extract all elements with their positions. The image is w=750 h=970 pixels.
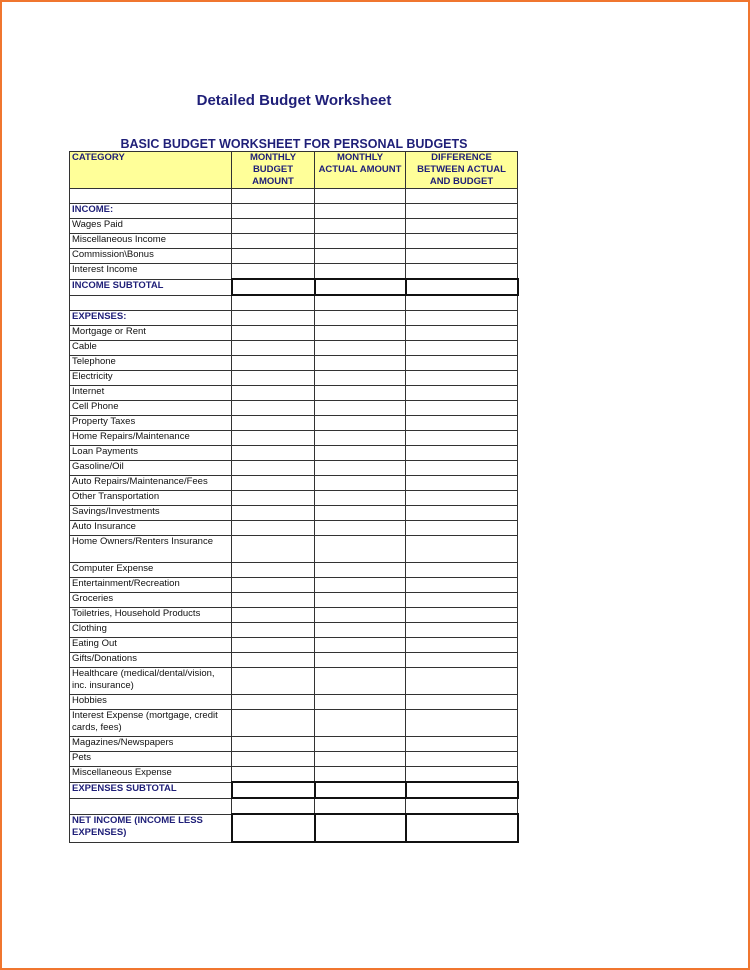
category-label: Interest Income [70,264,232,280]
income-subtotal-row [70,279,518,295]
actual-cell[interactable] [315,219,406,234]
section-row-expenses [70,311,518,326]
budget-cell[interactable] [232,371,315,386]
table-row [70,476,518,491]
budget-cell[interactable] [232,356,315,371]
actual-cell[interactable] [315,578,406,593]
table-row [70,593,518,608]
difference-cell[interactable] [406,638,518,653]
difference-cell[interactable] [406,491,518,506]
table-row [70,506,518,521]
actual-cell[interactable] [315,356,406,371]
budget-body [70,189,518,843]
actual-cell[interactable] [315,401,406,416]
expenses-subtotal-label: EXPENSES SUBTOTAL [70,782,232,798]
table-row [70,371,518,386]
actual-cell[interactable] [315,752,406,767]
budget-cell[interactable] [232,593,315,608]
difference-cell[interactable] [406,416,518,431]
category-label: Miscellaneous Income [70,234,232,249]
table-row [70,767,518,783]
actual-cell[interactable] [315,476,406,491]
table-row [70,521,518,536]
difference-cell[interactable] [406,326,518,341]
net-income-budget[interactable] [232,814,315,842]
difference-cell[interactable] [406,506,518,521]
difference-cell[interactable] [406,737,518,752]
difference-cell[interactable] [406,219,518,234]
category-label: Mortgage or Rent [70,326,232,341]
section-row-income [70,204,518,219]
budget-cell[interactable] [232,219,315,234]
table-row [70,491,518,506]
table-row [70,563,518,578]
table-row [70,638,518,653]
actual-cell[interactable] [315,371,406,386]
budget-cell[interactable] [232,563,315,578]
actual-cell[interactable] [315,767,406,783]
category-label: Savings/Investments [70,506,232,521]
budget-cell[interactable] [232,476,315,491]
category-label: Entertainment/Recreation [70,578,232,593]
expenses-subtotal-difference[interactable] [406,782,518,798]
difference-cell[interactable] [406,695,518,710]
actual-cell[interactable] [315,491,406,506]
category-label: Gasoline/Oil [70,461,232,476]
actual-cell[interactable] [315,386,406,401]
actual-cell[interactable] [315,521,406,536]
table-row [70,536,518,563]
value-cell[interactable] [232,311,315,326]
difference-cell[interactable] [406,356,518,371]
budget-cell[interactable] [232,608,315,623]
budget-cell[interactable] [232,264,315,280]
category-label: Gifts/Donations [70,653,232,668]
difference-cell[interactable] [406,521,518,536]
budget-cell[interactable] [232,695,315,710]
budget-cell[interactable] [232,536,315,563]
income-subtotal-actual[interactable] [315,279,406,295]
actual-cell[interactable] [315,593,406,608]
section-label-expenses: EXPENSES: [70,311,232,326]
difference-cell[interactable] [406,371,518,386]
table-row [70,710,518,737]
difference-cell[interactable] [406,653,518,668]
category-label: Clothing [70,623,232,638]
table-row [70,737,518,752]
category-label: Home Owners/Renters Insurance [70,536,232,563]
value-cell[interactable] [406,311,518,326]
category-label: Cable [70,341,232,356]
budget-cell[interactable] [232,638,315,653]
table-row [70,578,518,593]
difference-cell[interactable] [406,386,518,401]
budget-cell[interactable] [232,623,315,638]
category-label: Magazines/Newspapers [70,737,232,752]
budget-cell[interactable] [232,668,315,695]
actual-cell[interactable] [315,608,406,623]
expenses-subtotal-budget[interactable] [232,782,315,798]
table-row [70,249,518,264]
category-label: Cell Phone [70,401,232,416]
difference-cell[interactable] [406,401,518,416]
table-row [70,386,518,401]
actual-cell[interactable] [315,341,406,356]
expenses-subtotal-actual[interactable] [315,782,406,798]
difference-cell[interactable] [406,446,518,461]
net-income-row [70,814,518,842]
value-cell[interactable] [232,204,315,219]
actual-cell[interactable] [315,326,406,341]
actual-cell[interactable] [315,234,406,249]
page-title: Detailed Budget Worksheet [196,92,392,109]
table-row [70,341,518,356]
category-label: Computer Expense [70,563,232,578]
table-row [70,623,518,638]
table-row [70,608,518,623]
table-row [70,234,518,249]
difference-cell[interactable] [406,668,518,695]
table-row [70,668,518,695]
category-label: Wages Paid [70,219,232,234]
category-label: Commission\Bonus [70,249,232,264]
table-row [70,326,518,341]
budget-cell[interactable] [232,653,315,668]
actual-cell[interactable] [315,264,406,280]
net-income-difference[interactable] [406,814,518,842]
table-row [70,356,518,371]
budget-cell[interactable] [232,737,315,752]
budget-cell[interactable] [232,710,315,737]
difference-cell[interactable] [406,341,518,356]
value-cell[interactable] [315,311,406,326]
budget-cell[interactable] [232,386,315,401]
difference-cell[interactable] [406,264,518,280]
budget-cell[interactable] [232,326,315,341]
spacer-row [70,295,518,311]
difference-cell[interactable] [406,461,518,476]
budget-cell[interactable] [232,341,315,356]
category-label: Property Taxes [70,416,232,431]
category-label: Internet [70,386,232,401]
actual-cell[interactable] [315,668,406,695]
actual-cell[interactable] [315,506,406,521]
header-actual: MONTHLY ACTUAL AMOUNT [315,152,406,189]
table-row [70,416,518,431]
difference-cell[interactable] [406,234,518,249]
net-income-label: NET INCOME (INCOME LESS EXPENSES) [70,814,232,842]
actual-cell[interactable] [315,461,406,476]
budget-table [69,151,519,843]
category-label: Interest Expense (mortgage, credit cards, fees) [70,710,232,737]
budget-cell[interactable] [232,506,315,521]
difference-cell[interactable] [406,710,518,737]
difference-cell[interactable] [406,752,518,767]
budget-cell[interactable] [232,416,315,431]
category-label: Other Transportation [70,491,232,506]
category-label: Healthcare (medical/dental/vision, inc. insurance) [70,668,232,695]
header-row [70,152,518,189]
category-label: Telephone [70,356,232,371]
section-label-income: INCOME: [70,204,232,219]
actual-cell[interactable] [315,638,406,653]
difference-cell[interactable] [406,623,518,638]
table-row [70,264,518,280]
table-row [70,446,518,461]
budget-cell[interactable] [232,767,315,783]
actual-cell[interactable] [315,710,406,737]
table-row [70,752,518,767]
difference-cell[interactable] [406,476,518,491]
header-difference: DIFFERENCE BETWEEN ACTUAL AND BUDGET [406,152,518,189]
category-label: Hobbies [70,695,232,710]
header-category: CATEGORY [70,152,232,189]
spacer-row [70,189,518,204]
budget-cell[interactable] [232,578,315,593]
table-row [70,695,518,710]
difference-cell[interactable] [406,431,518,446]
budget-cell[interactable] [232,446,315,461]
income-subtotal-label: INCOME SUBTOTAL [70,279,232,295]
budget-cell[interactable] [232,401,315,416]
difference-cell[interactable] [406,608,518,623]
difference-cell[interactable] [406,593,518,608]
income-subtotal-difference[interactable] [406,279,518,295]
expenses-subtotal-row [70,782,518,798]
category-label: Groceries [70,593,232,608]
value-cell[interactable] [315,204,406,219]
category-label: Home Repairs/Maintenance [70,431,232,446]
table-row [70,219,518,234]
table-row [70,461,518,476]
spacer-row [70,798,518,814]
actual-cell[interactable] [315,431,406,446]
actual-cell[interactable] [315,249,406,264]
budget-cell[interactable] [232,249,315,264]
category-label: Eating Out [70,638,232,653]
actual-cell[interactable] [315,737,406,752]
budget-cell[interactable] [232,234,315,249]
category-label: Auto Repairs/Maintenance/Fees [70,476,232,491]
difference-cell[interactable] [406,249,518,264]
worksheet-subtitle: BASIC BUDGET WORKSHEET FOR PERSONAL BUDGETS [120,137,468,151]
budget-cell[interactable] [232,431,315,446]
actual-cell[interactable] [315,695,406,710]
table-row [70,401,518,416]
difference-cell[interactable] [406,536,518,563]
income-subtotal-budget[interactable] [232,279,315,295]
actual-cell[interactable] [315,536,406,563]
category-label: Miscellaneous Expense [70,767,232,783]
table-row [70,653,518,668]
actual-cell[interactable] [315,653,406,668]
actual-cell[interactable] [315,416,406,431]
net-income-actual[interactable] [315,814,406,842]
value-cell[interactable] [406,204,518,219]
category-label: Electricity [70,371,232,386]
actual-cell[interactable] [315,563,406,578]
budget-cell[interactable] [232,752,315,767]
category-label: Toiletries, Household Products [70,608,232,623]
actual-cell[interactable] [315,446,406,461]
table-row [70,431,518,446]
budget-cell[interactable] [232,521,315,536]
difference-cell[interactable] [406,767,518,783]
category-label: Loan Payments [70,446,232,461]
header-budget: MONTHLY BUDGET AMOUNT [232,152,315,189]
difference-cell[interactable] [406,578,518,593]
category-label: Auto Insurance [70,521,232,536]
category-label: Pets [70,752,232,767]
budget-cell[interactable] [232,491,315,506]
actual-cell[interactable] [315,623,406,638]
budget-cell[interactable] [232,461,315,476]
difference-cell[interactable] [406,563,518,578]
